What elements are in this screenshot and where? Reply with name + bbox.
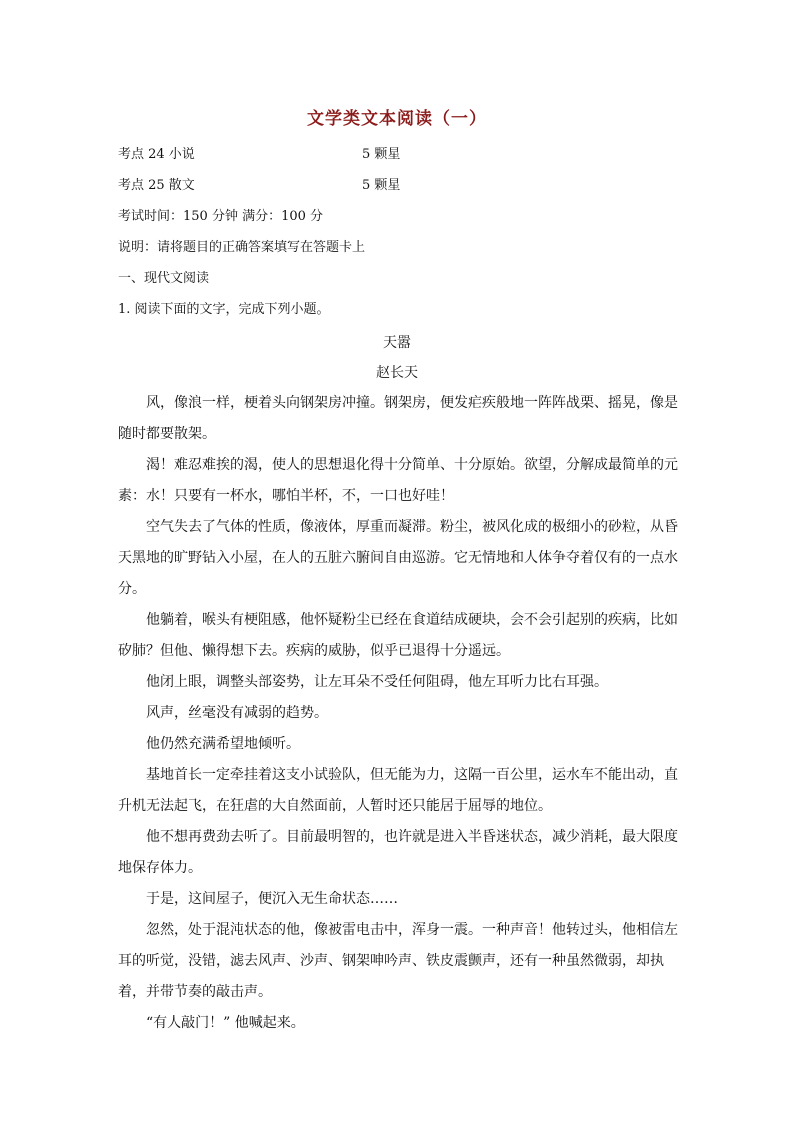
paragraph: 风声，丝毫没有减弱的趋势。 [146, 705, 328, 721]
story-author: 赵长天 [376, 365, 418, 381]
paragraph: 基地首长一定牵挂着这支小试验队，但无能为力，这隔一百公里，运水车不能出动，直升机无法起飞，在狂虐的大自然面前，人暂时还只能居于屈辱的地位。 [118, 767, 678, 814]
document-title: 文学类文本阅读（一） [307, 109, 487, 129]
paragraph: 他躺着，喉头有梗阻感，他怀疑粉尘已经在食道结成硬块，会不会引起别的疾病，比如矽肺？但他、懒得想下去。疾病的威胁，似乎已退得十分遥远。 [118, 612, 678, 659]
meta-topic-1: 考点 24 小说 [118, 147, 195, 162]
meta-topic-2-rating: 5 颗星 [362, 178, 401, 193]
instruction: 说明：请将题目的正确答案填写在答题卡上 [118, 240, 366, 255]
meta-topic-1-rating: 5 颗星 [362, 147, 401, 162]
paragraph: 渴！难忍难挨的渴，使人的思想退化得十分简单、十分原始。欲望，分解成最简单的元素：水！只要有一杯水，哪怕半杯，不，一口也好哇！ [118, 457, 678, 504]
paragraph: “有人敲门！” 他喊起来。 [146, 1015, 305, 1031]
paragraph: 他闭上眼，调整头部姿势，让左耳朵不受任何阻碍，他左耳听力比右耳强。 [146, 674, 608, 690]
section-heading: 一、现代文阅读 [118, 271, 210, 286]
meta-topic-2: 考点 25 散文 [118, 178, 195, 193]
story-body [118, 388, 678, 1039]
story-title: 天嚣 [383, 335, 411, 351]
paragraph: 忽然，处于混沌状态的他，像被雷电击中，浑身一震。一种声音！他转过头，他相信左耳的听觉，没错，滤去风声、沙声、钢架呻吟声、铁皮震颤声，还有一种虽然微弱，却执着，并带节奏的敲击声。 [118, 922, 678, 1000]
question-prompt: 1. 阅读下面的文字，完成下列小题。 [118, 302, 330, 317]
paragraph: 风，像浪一样，梗着头向钢架房冲撞。钢架房，便发疟疾般地一阵阵战栗、摇晃，像是随时都要散架。 [118, 395, 678, 442]
exam-info: 考试时间：150 分钟 满分：100 分 [118, 209, 324, 224]
paragraph: 他仍然充满希望地倾听。 [146, 736, 300, 752]
paragraph: 于是，这间屋子，便沉入无生命状态…… [146, 891, 398, 907]
paragraph: 空气失去了气体的性质，像液体，厚重而凝滞。粉尘，被风化成的极细小的砂粒，从昏天黑地的旷野钻入小屋，在人的五脏六腑间自由巡游。它无情地和人体争夺着仅有的一点水分。 [118, 519, 678, 597]
paragraph: 他不想再费劲去听了。目前最明智的，也许就是进入半昏迷状态，减少消耗，最大限度地保存体力。 [118, 829, 678, 876]
